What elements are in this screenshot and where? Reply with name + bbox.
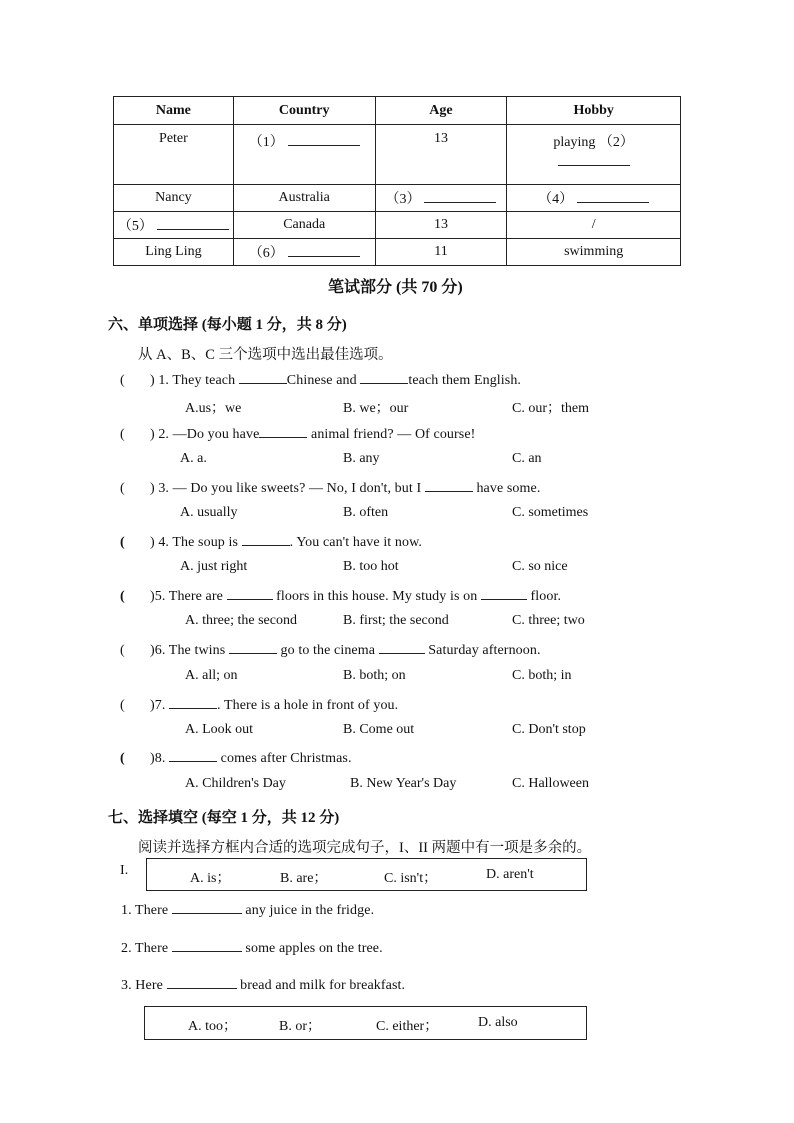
option-b: B. often [343, 505, 389, 520]
answer-blank [169, 695, 217, 709]
word-box-2 [144, 1006, 587, 1040]
option-c: C. Don't stop [512, 722, 586, 737]
box-option: B. are； [280, 871, 328, 886]
question-2: ( ) 2. —Do you have animal friend? — Of course! [120, 424, 475, 443]
option-b: B. both; on [343, 668, 406, 683]
option-b: B. New Year's Day [350, 776, 457, 791]
table-cell: Canada [233, 212, 375, 239]
option-b: B. too hot [343, 559, 399, 574]
question-8: ( )8. comes after Christmas. [120, 748, 352, 767]
sentence-1: 1. There any juice in the fridge. [121, 900, 374, 919]
section6-instruction: 从 A、B、C 三个选项中选出最佳选项。 [138, 347, 393, 363]
option-a: A. usually [180, 505, 238, 520]
answer-paren[interactable]: ( [120, 535, 150, 550]
question-6: ( )6. The twins go to the cinema Saturday afternoon. [120, 640, 541, 659]
question-3: ( ) 3. — Do you like sweets? — No, I don't, but I have some. [120, 478, 540, 497]
answer-blank [227, 586, 273, 600]
section7-instruction: 阅读并选择方框内合适的选项完成句子，I、II 两题中有一项是多余的。 [138, 840, 592, 856]
option-c: C. sometimes [512, 505, 589, 520]
table-cell[interactable]: （4） [507, 185, 681, 212]
table-cell: Peter [114, 125, 234, 185]
table-cell: Nancy [114, 185, 234, 212]
question-1: ( ) 1. They teach Chinese and teach them English. [120, 370, 521, 389]
table-cell[interactable]: （3） [375, 185, 507, 212]
written-part-title: 笔试部分 (共 70 分) [328, 279, 463, 296]
answer-paren[interactable]: ( [120, 373, 150, 388]
box-option: D. aren't [486, 867, 534, 882]
answer-blank [379, 640, 425, 654]
answer-blank [577, 188, 649, 203]
header-age: Age [375, 97, 507, 125]
option-b: B. first; the second [343, 613, 449, 628]
option-a: A. Look out [185, 722, 254, 737]
answer-paren[interactable]: ( [120, 643, 150, 658]
answer-blank [259, 424, 307, 438]
box-option: C. either； [376, 1019, 439, 1034]
table-cell: 13 [375, 212, 507, 239]
answer-blank [360, 370, 408, 384]
part1-label: I. [120, 863, 129, 878]
box-option: B. or； [279, 1019, 321, 1034]
answer-blank [239, 370, 287, 384]
option-a: A. three; the second [185, 613, 297, 628]
table-cell: swimming [507, 239, 681, 266]
section6-heading: 六、单项选择 (每小题 1 分，共 8 分) [108, 317, 347, 333]
option-c: C. our；them [512, 401, 589, 416]
box-option: A. is； [190, 871, 231, 886]
table-row [114, 185, 681, 212]
option-a: A. Children's Day [185, 776, 286, 791]
option-c: C. so nice [512, 559, 568, 574]
table-row [114, 239, 681, 266]
table-row [114, 125, 681, 185]
header-country: Country [233, 97, 375, 125]
box-option: A. too； [188, 1019, 237, 1034]
table-row [114, 212, 681, 239]
option-b: B. Come out [343, 722, 415, 737]
answer-blank [424, 188, 496, 203]
word-box-1 [146, 858, 587, 891]
question-5: ( )5. There are floors in this house. My study is on floor. [120, 586, 561, 605]
table-cell: 13 [375, 125, 507, 185]
header-hobby: Hobby [507, 97, 681, 125]
option-c: C. Halloween [512, 776, 589, 791]
question-7: ( )7. . There is a hole in front of you. [120, 695, 398, 714]
answer-paren[interactable]: ( [120, 589, 150, 604]
table-cell: / [507, 212, 681, 239]
question-4: ( ) 4. The soup is . You can't have it now. [120, 532, 422, 551]
option-a: A. a. [180, 451, 207, 466]
answer-blank [288, 242, 360, 257]
option-c: C. an [512, 451, 542, 466]
table-cell[interactable]: （1） [233, 125, 375, 185]
table-cell[interactable]: playing （2） [507, 125, 681, 185]
answer-blank [242, 532, 290, 546]
answer-blank [558, 163, 630, 166]
header-name: Name [114, 97, 234, 125]
box-option: D. also [478, 1015, 518, 1030]
answer-blank [229, 640, 277, 654]
answer-paren[interactable]: ( [120, 698, 150, 713]
answer-paren[interactable]: ( [120, 751, 150, 766]
option-b: B. any [343, 451, 380, 466]
answer-paren[interactable]: ( [120, 427, 150, 442]
box-option: C. isn't； [384, 871, 438, 886]
option-a: A.us；we [185, 401, 242, 416]
option-a: A. all; on [185, 668, 238, 683]
table-cell[interactable]: （5） [114, 212, 234, 239]
answer-blank [169, 748, 217, 762]
option-a: A. just right [180, 559, 248, 574]
answer-blank[interactable] [167, 975, 237, 989]
sentence-2: 2. There some apples on the tree. [121, 938, 383, 957]
option-c: C. both; in [512, 668, 572, 683]
answer-paren[interactable]: ( [120, 481, 150, 496]
answer-blank [481, 586, 527, 600]
info-table [113, 96, 681, 266]
answer-blank [288, 131, 360, 146]
table-cell[interactable]: （6） [233, 239, 375, 266]
option-b: B. we；our [343, 401, 409, 416]
sentence-3: 3. Here bread and milk for breakfast. [121, 975, 405, 994]
option-c: C. three; two [512, 613, 585, 628]
table-cell: Australia [233, 185, 375, 212]
answer-blank [425, 478, 473, 492]
table-cell: 11 [375, 239, 507, 266]
answer-blank [157, 215, 229, 230]
section7-heading: 七、选择填空 (每空 1 分，共 12 分) [108, 810, 340, 826]
answer-blank[interactable] [172, 900, 242, 914]
answer-blank[interactable] [172, 938, 242, 952]
table-cell: Ling Ling [114, 239, 234, 266]
